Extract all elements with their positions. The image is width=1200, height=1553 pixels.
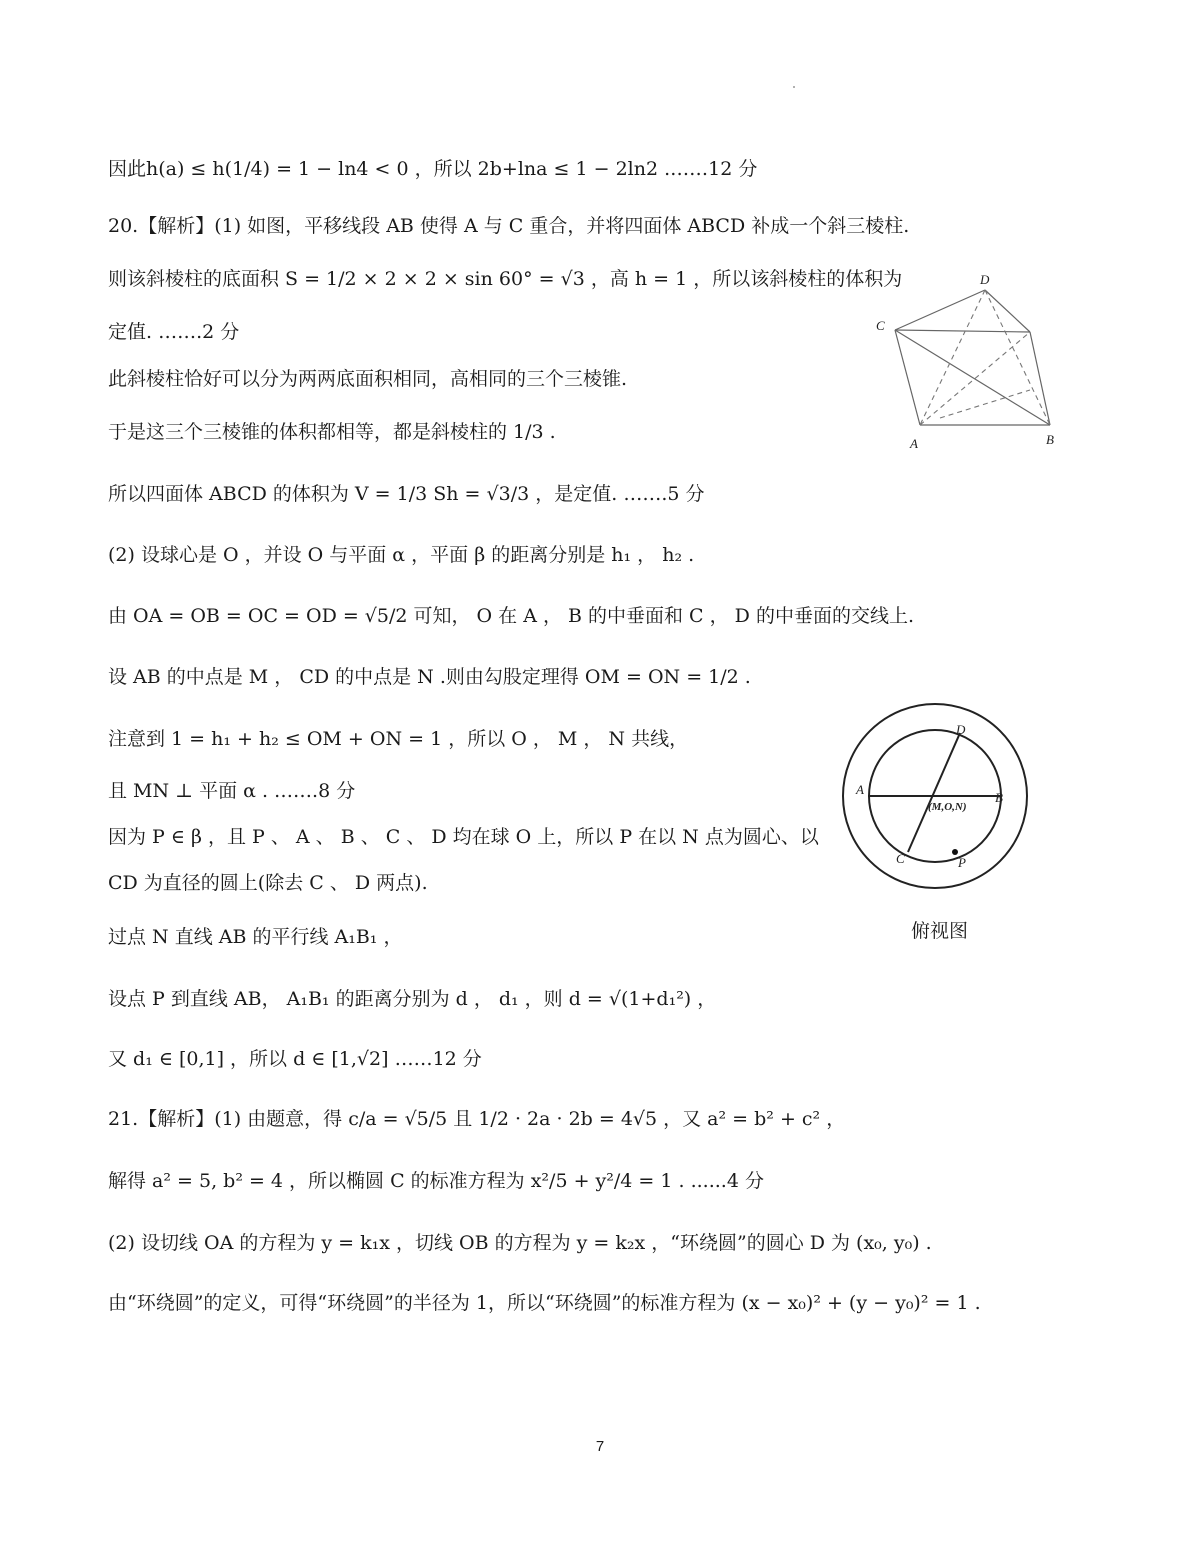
prism-label-b: B xyxy=(1046,432,1054,447)
prism-figure xyxy=(860,260,1080,460)
top-view-figure xyxy=(820,700,1050,910)
text-line-10: 设 AB 的中点是 M ， CD 的中点是 N .则由勾股定理得 OM = ON = 1/2 . xyxy=(108,666,751,688)
text-line-12: 且 MN ⊥ 平面 α . …….8 分 xyxy=(108,780,356,802)
text-line-1: 因此h(a) ≤ h(1/4) = 1 − ln4 < 0 ，所以 2b+lna ≤ 1 − 2ln2 .……12 分 xyxy=(108,158,758,180)
prism-label-a: A xyxy=(910,436,918,451)
text-line-7: 所以四面体 ABCD 的体积为 V = 1/3 Sh = √3/3 ，是定值. …….5 分 xyxy=(108,483,705,505)
text-line-13: 因为 P ∈ β ，且 P 、 A 、 B 、 C 、 D 均在球 O 上，所以 P 在以 N 点为圆心、以 xyxy=(108,826,819,848)
text-line-15: 过点 N 直线 AB 的平行线 A₁B₁ ， xyxy=(108,926,403,948)
topview-label-d: D xyxy=(956,722,966,737)
text-line-5: 此斜棱柱恰好可以分为两两底面积相同，高相同的三个三棱锥. xyxy=(108,368,628,390)
topview-label-b: B xyxy=(995,790,1003,805)
text-line-16: 设点 P 到直线 AB， A₁B₁ 的距离分别为 d ， d₁ ，则 d = √(1+d₁²) ， xyxy=(108,988,717,1010)
top-view-caption: 俯视图 xyxy=(911,920,969,942)
text-line-14: CD 为直径的圆上(除去 C 、 D 两点). xyxy=(108,872,428,894)
text-line-11: 注意到 1 = h₁ + h₂ ≤ OM + ON = 1 ，所以 O ， M ， N 共线， xyxy=(108,728,689,750)
prism-label-d: D xyxy=(980,272,990,287)
text-line-6: 于是这三个三棱锥的体积都相等，都是斜棱柱的 1/3 . xyxy=(108,421,556,443)
text-line-18: 21.【解析】(1) 由题意，得 c/a = √5/5 且 1/2 · 2a · 2b = 4√5 ，又 a² = b² + c² ， xyxy=(108,1108,846,1130)
topview-label-p: P xyxy=(958,855,966,870)
page-number: 7 xyxy=(595,1438,605,1455)
text-line-19: 解得 a² = 5, b² = 4 ，所以椭圆 C 的标准方程为 x²/5 + y²/4 = 1 . ......4 分 xyxy=(108,1170,764,1192)
topview-label-a: A xyxy=(856,782,864,797)
text-line-2: 20.【解析】(1) 如图，平移线段 AB 使得 A 与 C 重合，并将四面体 ABCD 补成一个斜三棱柱. xyxy=(108,215,910,237)
text-line-3: 则该斜棱柱的底面积 S = 1/2 × 2 × 2 × sin 60° = √3 ，高 h = 1 ，所以该斜棱柱的体积为 xyxy=(108,268,903,290)
text-line-21: 由“环绕圆”的定义，可得“环绕圆”的半径为 1，所以“环绕圆”的标准方程为 (x − x₀)² + (y − y₀)² = 1 . xyxy=(108,1292,981,1314)
topview-label-c: C xyxy=(896,851,905,866)
text-line-8: (2) 设球心是 O ，并设 O 与平面 α ，平面 β 的距离分别是 h₁ ， h₂ . xyxy=(108,544,695,566)
prism-label-c: C xyxy=(876,318,885,333)
text-line-4: 定值. …….2 分 xyxy=(108,321,240,343)
text-line-20: (2) 设切线 OA 的方程为 y = k₁x ，切线 OB 的方程为 y = k₂x ，“环绕圆”的圆心 D 为 (x₀, y₀) . xyxy=(108,1232,932,1254)
text-line-9: 由 OA = OB = OC = OD = √5/2 可知， O 在 A ， B 的中垂面和 C ， D 的中垂面的交线上. xyxy=(108,605,914,627)
topview-label-mon: (M,O,N) xyxy=(928,801,967,813)
text-line-17: 又 d₁ ∈ [0,1] ，所以 d ∈ [1,√2] ……12 分 xyxy=(108,1048,482,1070)
speck xyxy=(793,86,795,88)
